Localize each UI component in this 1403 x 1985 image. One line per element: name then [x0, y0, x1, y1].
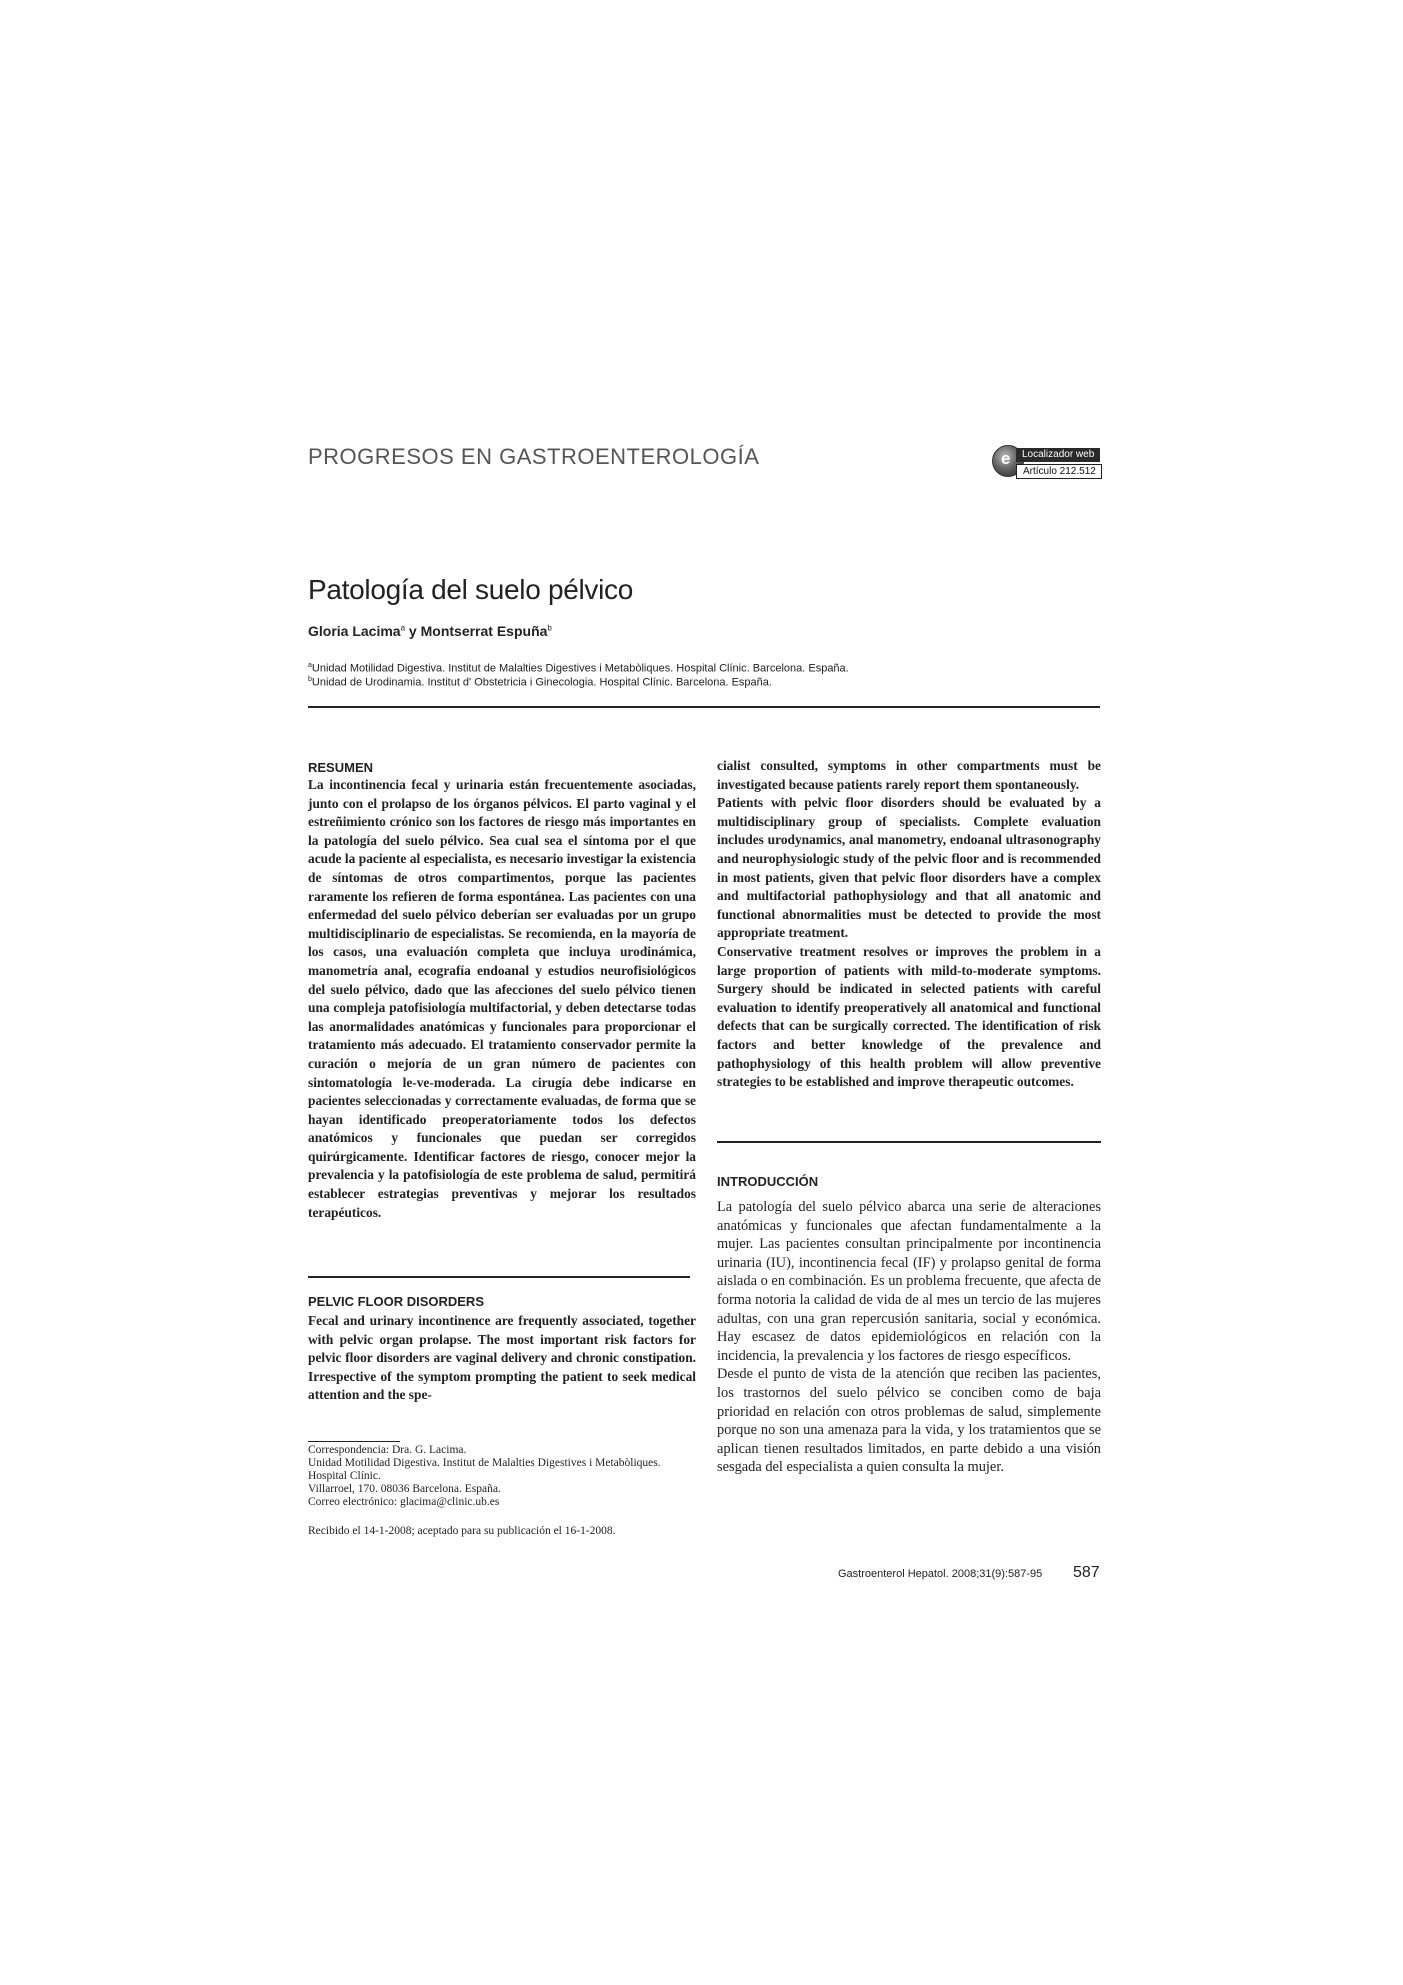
- page-number: 587: [1073, 1564, 1100, 1581]
- abstract-end-divider: [717, 1141, 1101, 1143]
- journal-citation: Gastroenterol Hepatol. 2008;31(9):587-95: [838, 1568, 1043, 1580]
- correspondence-line-4: Villarroel, 170. 08036 Barcelona. España.: [308, 1483, 501, 1495]
- web-locator-badge[interactable]: [992, 445, 1108, 485]
- introduccion-paragraph-2: Desde el punto de vista de la atención que reciben las pacientes, los trastornos del suelo pélvico se conciben como de baja prioridad en relación con otros problemas de salud, simplemente porque no son una amenaza para la vida, y los tratamientos que se aplican tienen resultados limitados, en parte debido a una visión sesgada del especialista a quien consulta la mujer.: [717, 1366, 1101, 1476]
- author-1-sup: a: [400, 623, 406, 633]
- correspondence-line-1: Correspondencia: Dra. G. Lacima.: [308, 1444, 467, 1456]
- english-paragraph-2: Patients with pelvic floor disorders should be evaluated by a multidisciplinary group of specialists. Complete evaluation includes urodynamics, anal manometry, endoanal ultrasonography and neurophysiologic study of the pelvic floor and is recommended in most patients, given that pelvic floor disorders have a complex and multifactorial pathophysiology and that all anatomic and functional abnormalities must be detected to provide the most appropriate treatment.: [717, 795, 1101, 941]
- footnote-rule: [308, 1441, 400, 1442]
- english-abstract-heading: PELVIC FLOOR DISORDERS: [308, 1294, 484, 1309]
- english-paragraph-3: Conservative treatment resolves or improves the problem in a large proportion of patients with mild-to-moderate symptoms. Surgery should be indicated in selected patients with careful evaluation to identify preoperatively all anatomical and functional defects that can be surgically corrected. The identification of risk factors and better knowledge of the prevalence and pathophysiology of this health problem will allow preventive strategies to be established and improve therapeutic outcomes.: [717, 943, 1101, 1090]
- received-dates: Recibido el 14-1-2008; aceptado para su publicación el 16-1-2008.: [308, 1525, 616, 1537]
- introduccion-text: [717, 1198, 1101, 1477]
- english-paragraph-1: Fecal and urinary incontinence are frequently associated, together with pelvic organ prolapse. The most important risk factors for pelvic floor disorders are vaginal delivery and chronic constipation. Irrespective of the symptom prompting the patient to seek medical attention and the spe-: [308, 1313, 696, 1403]
- affiliation-b-sup: b: [308, 676, 312, 683]
- title-divider: [308, 706, 1100, 708]
- resumen-heading: RESUMEN: [308, 760, 374, 775]
- correspondence-line-3: Hospital Clínic.: [308, 1470, 381, 1482]
- affiliation-a-sup: a: [308, 662, 312, 669]
- affiliation-b: [308, 676, 772, 689]
- introduccion-paragraph-1: La patología del suelo pélvico abarca una serie de alteraciones anatómicas y funcionales que afectan fundamentalmente a la mujer. Las pacientes consultan principalmente por incontinencia urinaria (IU), incontinencia fecal (IF) y prolapso genital de forma aislada o en combinación. Es un problema frecuente, que afecta de forma notoria la calidad de vida de al mes un tercio de las mujeres adultas, con una gran repercusión sanitaria, social y económica. Hay escasez de datos epidemiológicos en relación con la incidencia, la prevalencia y los factores de riesgo específicos.: [717, 1199, 1101, 1364]
- author-line: [308, 623, 552, 639]
- english-paragraph-1-cont: cialist consulted, symptoms in other compartments must be investigated because patients rarely report them spontaneously.: [717, 758, 1101, 792]
- resumen-text: [308, 776, 696, 1222]
- author-1: Gloria Lacima: [308, 623, 401, 639]
- badge-locator-label: Localizador web: [1016, 448, 1100, 462]
- correspondence-block: [308, 1444, 698, 1509]
- journal-section-label: PROGRESOS EN GASTROENTEROLOGÍA: [308, 444, 760, 469]
- affiliation-b-text: Unidad de Urodinamia. Institut d' Obstetricia i Ginecologia. Hospital Clínic. Barcelona. España.: [311, 676, 772, 689]
- correspondence-line-2: Unidad Motilidad Digestiva. Institut de Malalties Digestives i Metabòliques.: [308, 1457, 661, 1469]
- english-abstract-part1: [308, 1312, 696, 1405]
- resumen-divider: [308, 1276, 690, 1278]
- author-2-sup: b: [547, 623, 552, 633]
- article-title: Patología del suelo pélvico: [308, 574, 634, 605]
- english-abstract-continuation: [717, 757, 1101, 1092]
- introduccion-heading: INTRODUCCIÓN: [717, 1174, 819, 1189]
- affiliation-a: [308, 662, 849, 675]
- badge-article-number: Artículo 212.512: [1016, 464, 1102, 479]
- e-logo-letter: e: [1001, 449, 1011, 468]
- resumen-paragraph: La incontinencia fecal y urinaria están frecuentemente asociadas, junto con el prolapso de los órganos pélvicos. El parto vaginal y el estreñimiento crónico son los factores de riesgo más importantes en la patología del suelo pélvico. Sea cual sea el síntoma por el que acude la paciente al especialista, es necesario investigar la existencia de síntomas de otros compartimentos, porque las pacientes raramente los refieren de forma espontánea. Las pacientes con una enfermedad del suelo pélvico deberían ser evaluadas por un grupo multidisciplinario de especialistas. Se recomienda, en la mayoría de los casos, una evaluación completa que incluya urodinámica, manometría anal, ecografía endoanal y estudios neurofisiológicos del suelo pélvico, dado que las afecciones del suelo pélvico tienen una compleja patofisiología multifactorial, y deben detectarse todas las anormalidades anatómicas y funcionales para proporcionar el tratamiento más adecuado. El tratamiento conservador permite la curación o mejoría de un gran número de pacientes con sintomatología le-ve-moderada. La cirugía debe indicarse en pacientes seleccionadas y correctamente evaluadas, de forma que se hayan identificado preoperatoriamente todos los defectos anatómicos y funcionales que puedan ser corregidos quirúrgicamente. Identificar factores de riesgo, conocer mejor la prevalencia y la patofisiología de este problema de salud, permitirá establecer estrategias preventivas y mejorar los resultados terapéuticos.: [308, 777, 696, 1220]
- affiliation-a-text: Unidad Motilidad Digestiva. Institut de Malalties Digestives i Metabòliques. Hospital Clínic. Barcelona. España.: [311, 662, 849, 675]
- correspondence-email[interactable]: Correo electrónico: glacima@clinic.ub.es: [308, 1496, 500, 1508]
- author-join: y Montserrat Espuña: [405, 623, 548, 639]
